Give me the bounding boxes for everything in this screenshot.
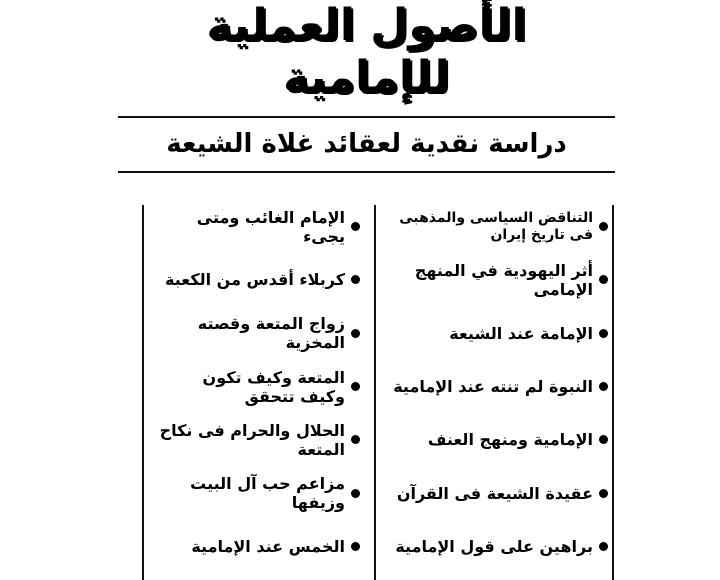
right-divider: [612, 205, 614, 580]
topic-text: عقيدة الشيعة فى القرآن: [396, 483, 593, 503]
topic-item: [155, 360, 360, 413]
topic-item: [155, 520, 360, 573]
bullet-icon: [351, 435, 360, 444]
topic-item: [386, 253, 608, 306]
topic-item: [386, 413, 608, 466]
top-rule: [118, 116, 615, 118]
topic-item: [386, 360, 608, 413]
bullet-icon: [599, 222, 608, 231]
topic-item: [386, 200, 608, 253]
topic-text: الحلال والحرام فى نكاح المتعة: [159, 420, 345, 459]
topic-item: [386, 307, 608, 360]
topic-text: المتعة وكيف تكون وكيف تتحقق: [202, 367, 345, 406]
topic-item: [155, 413, 360, 466]
left-divider: [142, 205, 144, 580]
right-topic-list: [386, 200, 608, 573]
topic-text: براهين على قول الإمامية: [395, 536, 593, 556]
topic-item: [155, 466, 360, 519]
topic-text: الإمامة عند الشيعة: [449, 323, 593, 343]
bullet-icon: [351, 329, 360, 338]
topic-text: مزاعم حب آل البيت وزيفها: [190, 474, 345, 513]
bullet-icon: [351, 382, 360, 391]
topic-item: [155, 253, 360, 306]
bullet-icon: [599, 435, 608, 444]
bullet-icon: [351, 489, 360, 498]
book-subtitle: دراسة نقدية لعقائد غلاة الشيعة: [166, 129, 567, 159]
bullet-icon: [351, 275, 360, 284]
left-topic-list: [155, 200, 360, 573]
topic-text: الإمام الغائب ومتى يجىء: [196, 207, 345, 246]
bullet-icon: [599, 329, 608, 338]
topic-item: [155, 200, 360, 253]
topic-text: أثر اليهودية في المنهج الإمامى: [414, 260, 593, 299]
topic-text: النبوة لم تنته عند الإمامية: [393, 377, 593, 397]
topic-item: [386, 466, 608, 519]
topic-item: [155, 307, 360, 360]
topic-text: كربلاء أقدس من الكعبة: [165, 270, 345, 290]
topic-item: [386, 520, 608, 573]
bullet-icon: [599, 275, 608, 284]
topic-text: التناقض السياسى والمذهبى فى تاريخ إيران: [399, 209, 593, 243]
topic-text: زواج المتعة وقصته المخزية: [197, 314, 345, 353]
bullet-icon: [599, 542, 608, 551]
bullet-icon: [351, 542, 360, 551]
bullet-icon: [599, 489, 608, 498]
center-divider: [374, 205, 376, 580]
book-title: الأصول العملية للإمامية: [206, 0, 527, 103]
bullet-icon: [351, 222, 360, 231]
topic-text: الإمامية ومنهج العنف: [427, 430, 593, 450]
topic-text: الخمس عند الإمامية: [191, 536, 345, 556]
bullet-icon: [599, 382, 608, 391]
bottom-rule: [118, 171, 615, 173]
